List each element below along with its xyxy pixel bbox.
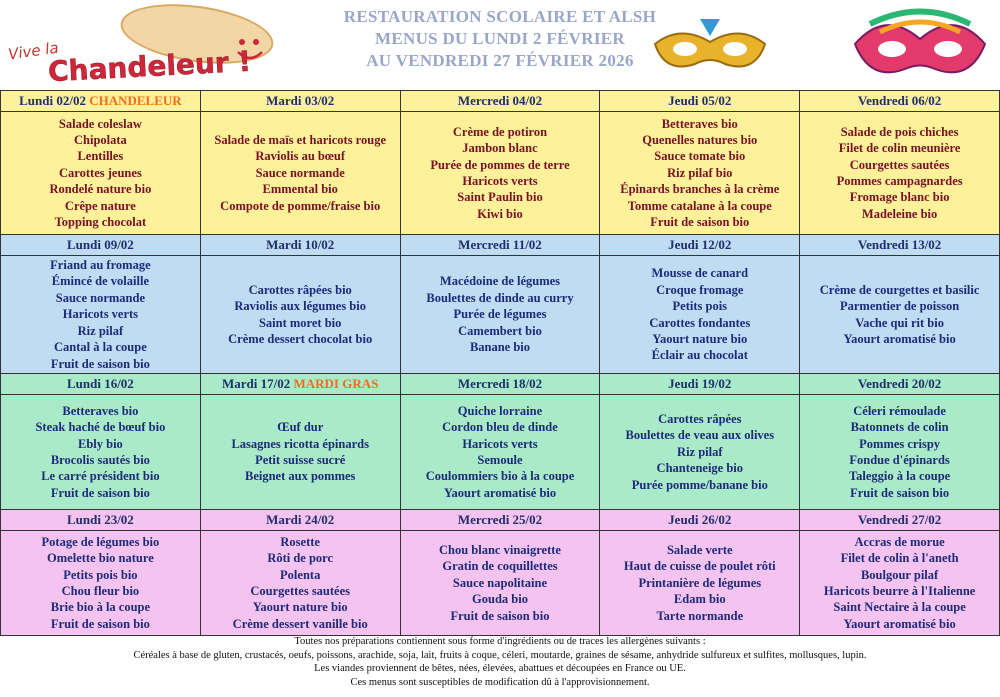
day-header [400, 91, 600, 112]
menu-item: Polenta [280, 567, 321, 582]
menu-item: Fruit de saison bio [650, 215, 750, 230]
day-header [800, 91, 1000, 112]
menu-item: Crêpe nature [64, 198, 136, 213]
menu-item: Yaourt aromatisé bio [443, 485, 557, 500]
menu-grid [0, 90, 1000, 630]
day-label: Lundi 02/02 [19, 92, 86, 108]
menu-item: Fruit de saison bio [850, 485, 950, 500]
day-menu [600, 112, 800, 235]
day-label: Mercredi 04/02 [457, 92, 543, 108]
menu-item: Salade de maïs et haricots rouge [214, 132, 387, 147]
menu-item: Tarte normande [656, 608, 744, 623]
day-menu [200, 256, 400, 374]
day-menu [400, 112, 600, 235]
title-line2: MENUS DU LUNDI 2 FÉVRIER [375, 29, 625, 48]
menu-item: Potage de légumes bio [41, 534, 160, 549]
menu-item: Beignet aux pommes [244, 469, 356, 484]
menu-item: Éclair au chocolat [651, 348, 748, 363]
day-header [200, 374, 400, 395]
week-menu-row [1, 256, 1000, 374]
menu-item: Printanière de légumes [638, 575, 762, 590]
carnival-mask-colorful-icon [850, 4, 990, 84]
day-label: Vendredi 06/02 [857, 92, 942, 108]
menu-item: Gouda bio [472, 592, 528, 607]
menu-item: Chipolata [74, 132, 127, 147]
menu-item: Purée pomme/banane bio [631, 477, 768, 492]
day-header [600, 510, 800, 531]
header [0, 0, 1000, 88]
day-header [200, 91, 400, 112]
menu-item: Raviolis au bœuf [255, 149, 345, 164]
menu-item: Saint Nectaire à la coupe [833, 600, 966, 615]
menu-item: Épinards branches à la crème [620, 182, 780, 197]
logo-line1: Vive la [6, 38, 60, 64]
menu-item: Edam bio [673, 592, 726, 607]
menu-item: Macédoine de légumes [439, 274, 561, 289]
menu-item: Céleri rémoulade [853, 403, 946, 418]
day-menu [400, 256, 600, 374]
menu-item: Banane bio [469, 340, 531, 355]
menu-item: Émincé de volaille [51, 274, 149, 289]
menu-item: Cordon bleu de dinde [442, 420, 558, 435]
menu-item: Steak haché de bœuf bio [35, 420, 166, 435]
footer-line2: Céréales à base de gluten, crustacés, oeufs, poissons, arachide, soja, lait, fruits à coque, céleri, moutarde, graines de sésame, anhydride sulfureux et sulfites, mollusques, lupin. [133, 649, 867, 661]
menu-item: Fromage blanc bio [849, 190, 950, 205]
menu-item: Rondelé nature bio [49, 182, 152, 197]
chandeleur-logo [0, 0, 300, 88]
week-header-row [1, 510, 1000, 531]
day-menu [600, 256, 800, 374]
menu-item: Saint Paulin bio [457, 190, 543, 205]
menu-item: Gratin de coquillettes [442, 559, 558, 574]
day-label: Mercredi 18/02 [457, 375, 543, 391]
menu-item: Sauce normande [255, 165, 345, 180]
menu-item: Fruit de saison bio [50, 356, 150, 371]
menu-item: Purée de légumes [453, 307, 547, 322]
day-label: Jeudi 26/02 [668, 511, 732, 527]
menu-item: Emmental bio [262, 182, 338, 197]
day-header [200, 510, 400, 531]
week-header-row [1, 91, 1000, 112]
week-menu-row [1, 112, 1000, 235]
menu-item: Yaourt aromatisé bio [843, 331, 956, 346]
week-header-row [1, 235, 1000, 256]
menu-item: Boulettes de dinde au curry [426, 290, 574, 305]
day-label: Lundi 23/02 [66, 511, 134, 527]
day-label: Mercredi 11/02 [458, 236, 542, 252]
menu-item: Salade verte [666, 542, 733, 557]
day-header [800, 235, 1000, 256]
day-label: Lundi 16/02 [66, 375, 134, 391]
day-header [1, 510, 201, 531]
title-line1: RESTAURATION SCOLAIRE ET ALSH [343, 7, 657, 26]
day-menu [200, 531, 400, 636]
menu-item: Betteraves bio [62, 403, 139, 418]
footer-line4: Ces menus sont susceptibles de modification dû à l'approvisionnement. [350, 676, 650, 688]
menu-item: Parmentier de poisson [839, 299, 960, 314]
day-menu [400, 395, 600, 510]
menu-item: Petits pois [672, 299, 728, 314]
menu-item: Haricots verts [62, 307, 139, 322]
menu-item: Rosette [280, 534, 320, 549]
carnival-mask-icon [650, 14, 770, 78]
menu-item: Brie bio à la coupe [50, 600, 151, 615]
day-label: Jeudi 19/02 [668, 375, 732, 391]
footer-line3: Les viandes proviennent de bêtes, nées, élevées, abattues et découpées en France ou UE. [314, 663, 686, 674]
day-menu [800, 112, 1000, 235]
menu-item: Salade coleslaw [58, 116, 142, 131]
menu-item: Haut de cuisse de poulet rôti [623, 559, 776, 574]
menu-item: Riz pilaf bio [667, 165, 733, 180]
menu-item: Sauce tomate bio [654, 149, 746, 164]
day-header [1, 91, 201, 112]
menu-item: Chou fleur bio [61, 584, 140, 598]
menu-table [0, 90, 1000, 636]
menu-item: Accras de morue [854, 534, 945, 549]
day-header [400, 235, 600, 256]
day-header [600, 235, 800, 256]
menu-item: Carottes râpées [658, 411, 742, 426]
day-label: Mercredi 25/02 [457, 511, 543, 527]
day-menu [1, 112, 201, 235]
day-header [400, 374, 600, 395]
menu-item: Yaourt aromatisé bio [843, 616, 956, 631]
menu-item: Coulommiers bio à la coupe [425, 469, 575, 484]
day-menu [800, 531, 1000, 636]
menu-item: Fruit de saison bio [450, 608, 550, 623]
menu-item: Croque fromage [656, 282, 744, 297]
menu-item: Fruit de saison bio [50, 485, 150, 500]
menu-item: Friand au fromage [50, 258, 151, 273]
day-label: Mardi 24/02 [266, 511, 335, 527]
menu-item: Omelette bio nature [47, 551, 154, 566]
menu-item: Topping chocolat [54, 215, 147, 230]
menu-item: Haricots verts [462, 174, 538, 188]
menu-item: Quenelles natures bio [642, 132, 758, 147]
menu-item: Raviolis aux légumes bio [234, 299, 366, 314]
menu-item: Boulettes de veau aux olives [625, 428, 775, 443]
menu-item: Sauce normande [55, 290, 146, 305]
page-title [300, 6, 700, 72]
menu-item: Rôti de porc [267, 551, 334, 566]
day-label: Mardi 03/02 [266, 92, 335, 108]
day-menu [800, 395, 1000, 510]
menu-item: Jambon blanc [462, 141, 538, 156]
day-label: Vendredi 20/02 [857, 375, 942, 391]
day-label: Vendredi 13/02 [857, 236, 942, 252]
menu-item: Petits pois bio [63, 567, 138, 582]
week-header-row [1, 374, 1000, 395]
menu-item: Brocolis sautés bio [50, 453, 150, 467]
day-menu [200, 112, 400, 235]
menu-item: Saint moret bio [258, 315, 342, 330]
day-label: Lundi 09/02 [66, 236, 134, 252]
menu-item: Carottes râpées bio [248, 282, 352, 297]
day-menu [800, 256, 1000, 374]
menu-item: Carottes jeunes [59, 165, 142, 180]
day-menu [1, 531, 201, 636]
menu-item: Filet de colin à l'aneth [840, 551, 959, 566]
logo-line2: Chandeleur ! [47, 44, 252, 89]
day-menu [1, 256, 201, 374]
menu-item: Riz pilaf [77, 323, 124, 338]
menu-item: Petit suisse sucré [255, 453, 346, 467]
day-menu [600, 531, 800, 636]
week-menu-row [1, 395, 1000, 510]
day-label: Mardi 10/02 [266, 236, 335, 252]
day-menu [600, 395, 800, 510]
menu-item: Courgettes sautées [250, 584, 351, 598]
day-label: Vendredi 27/02 [857, 511, 942, 527]
menu-item: Boulgour pilaf [860, 567, 939, 582]
day-header [200, 235, 400, 256]
menu-item: Purée de pommes de terre [430, 157, 570, 172]
special-day-badge: MARDI GRAS [293, 375, 379, 391]
menu-item: Fruit de saison bio [50, 616, 150, 631]
menu-item: Yaourt nature bio [252, 600, 348, 615]
menu-item: Haricots verts [462, 436, 538, 451]
menu-item: Betteraves bio [661, 116, 738, 131]
menu-item: Crème dessert chocolat bio [228, 331, 373, 346]
menu-item: Pommes crispy [859, 436, 941, 451]
menu-item: Riz pilaf [677, 444, 723, 459]
menu-item: Filet de colin meunière [838, 141, 961, 156]
day-header [1, 374, 201, 395]
menu-item: Courgettes sautées [849, 157, 950, 172]
menu-item: Batonnets de colin [850, 420, 949, 435]
day-header [600, 91, 800, 112]
menu-item: Compote de pomme/fraise bio [220, 198, 381, 213]
menu-item: Lasagnes ricotta épinards [231, 436, 369, 451]
menu-item: Vache qui rit bio [855, 315, 944, 330]
menu-item: Madeleine bio [861, 206, 938, 221]
day-header [1, 235, 201, 256]
menu-item: Sauce napolitaine [452, 575, 548, 590]
day-header [800, 374, 1000, 395]
day-header [600, 374, 800, 395]
menu-item: Quiche lorraine [457, 403, 543, 418]
menu-item: Crème dessert vanille bio [232, 616, 368, 631]
menu-item: Yaourt nature bio [652, 331, 748, 346]
menu-item: Taleggio à la coupe [848, 469, 951, 484]
menu-item: Œuf dur [277, 420, 324, 435]
allergen-footer [0, 635, 1000, 689]
menu-item: Pommes campagnardes [836, 174, 963, 188]
menu-item: Salade de pois chiches [840, 124, 959, 139]
menu-item: Lentilles [77, 149, 124, 164]
day-label: Jeudi 05/02 [668, 92, 732, 108]
day-header [400, 510, 600, 531]
menu-item: Haricots beurre à l'Italienne [823, 584, 976, 598]
menu-item: Camembert bio [458, 323, 542, 338]
menu-item: Ebly bio [77, 436, 123, 451]
menu-item: Chou blanc vinaigrette [438, 542, 561, 557]
day-header [800, 510, 1000, 531]
menu-item: Tomme catalane à la coupe [627, 198, 772, 213]
special-day-badge: CHANDELEUR [89, 92, 182, 108]
day-menu [400, 531, 600, 636]
week-menu-row [1, 531, 1000, 636]
day-menu [200, 395, 400, 510]
menu-item: Carottes fondantes [649, 315, 751, 330]
menu-item: Le carré président bio [41, 469, 160, 484]
day-menu [1, 395, 201, 510]
menu-item: Chanteneige bio [656, 461, 744, 476]
menu-item: Semoule [477, 453, 523, 467]
day-label: Jeudi 12/02 [668, 236, 732, 252]
menu-item: Crème de potiron [452, 124, 548, 139]
menu-item: Crème de courgettes et basilic [819, 282, 980, 297]
menu-item: Mousse de canard [651, 266, 749, 281]
menu-item: Fondue d'épinards [849, 453, 950, 467]
menu-item: Cantal à la coupe [54, 340, 147, 355]
day-label: Mardi 17/02 [222, 375, 291, 391]
menu-item: Kiwi bio [477, 206, 523, 221]
footer-line1: Toutes nos préparations contiennent sous forme d'ingrédients ou de traces les allergènes suivants : [294, 636, 706, 647]
title-line3: AU VENDREDI 27 FÉVRIER 2026 [366, 51, 634, 70]
